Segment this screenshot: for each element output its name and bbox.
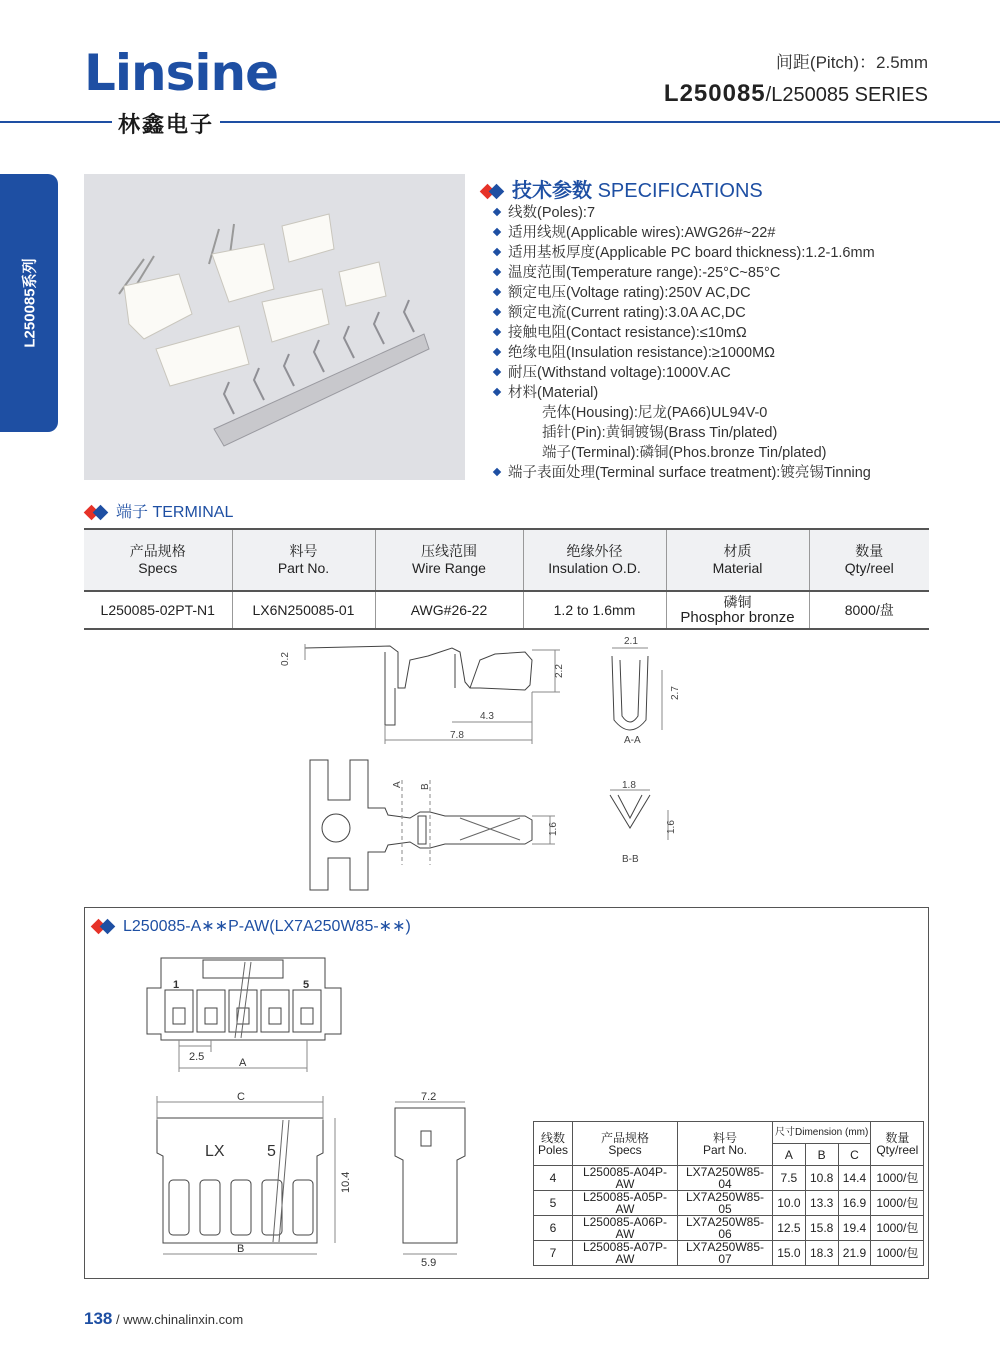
dim-label: 1.6 [666, 820, 677, 834]
spec-material-item: 插针(Pin):黄铜镀锡(Brass Tin/plated) [542, 425, 778, 441]
bullet-icon [493, 388, 501, 396]
dim-label: 2.1 [624, 636, 638, 647]
col-header: 尺寸Dimension (mm) [773, 1122, 871, 1144]
col-header: 绝缘外径 Insulation O.D. [523, 529, 666, 591]
side-tab-label: L250085系列 [21, 258, 39, 348]
section-diamond-icon [91, 920, 117, 934]
page-footer [84, 1309, 243, 1329]
dim-label: 4.3 [480, 711, 494, 722]
terminal-section-title [84, 499, 233, 522]
brand-logo-cn: 林鑫电子 [112, 108, 220, 139]
bullet-icon [493, 228, 501, 236]
spec-item [492, 223, 875, 243]
spec-text: 材料(Material) [508, 385, 599, 401]
spec-text: 额定电压(Voltage rating):250V AC,DC [508, 285, 751, 301]
spec-item [492, 263, 875, 283]
dim-label: B [237, 1243, 245, 1255]
cell-wire: AWG#26-22 [375, 591, 523, 629]
spec-text: 耐压(Withstand voltage):1000V.AC [508, 365, 731, 381]
col-header: 料号 Part No. [678, 1122, 773, 1166]
table-row: 5 L250085-A05P-AW LX7A250W85-05 10.0 13.3 16.9 1000/包 [534, 1191, 924, 1216]
dim-label: 2.7 [670, 686, 681, 700]
dim-label: 10.4 [340, 1171, 352, 1193]
bullet-icon [493, 368, 501, 376]
spec-material-item: 壳体(Housing):尼龙(PA66)UL94V-0 [542, 405, 768, 421]
housing-section-title [91, 916, 411, 936]
col-header: 压线范围 Wire Range [375, 529, 523, 591]
bullet-icon [493, 308, 501, 316]
page-number: 138 [84, 1309, 113, 1328]
spec-text: 接触电阻(Contact resistance):≤10mΩ [508, 325, 747, 341]
dim-label: 1.6 [548, 822, 559, 836]
spec-text: 绝缘电阻(Insulation resistance):≥1000MΩ [508, 345, 776, 361]
table-row: 7 L250085-A07P-AW LX7A250W85-07 15.0 18.3 21.9 1000/包 [534, 1241, 924, 1266]
bullet-icon [493, 208, 501, 216]
bullet-icon [493, 348, 501, 356]
spec-text: 端子表面处理(Terminal surface treatment):镀亮锡Tinning [508, 465, 871, 481]
series-title [664, 80, 928, 108]
housing-dimension-table [533, 1121, 924, 1266]
spec-text: 适用线规(Applicable wires):AWG26#~22# [508, 225, 776, 241]
cell-spec: L250085-02PT-N1 [84, 591, 232, 629]
housing-drawing [125, 948, 525, 1273]
spec-text: 适用基板厚度(Applicable PC board thickness):1.2-1.6mm [508, 245, 875, 261]
spec-text: 温度范围(Temperature range):-25°C~85°C [508, 265, 781, 281]
bullet-icon [493, 328, 501, 336]
housing-mark: LX [205, 1143, 225, 1160]
spec-item [492, 303, 875, 323]
page-header [0, 0, 1000, 148]
cell-part: LX6N250085-01 [232, 591, 375, 629]
housing-title-text: L250085-A∗∗P-AW(LX7A250W85-∗∗) [123, 918, 411, 935]
spec-item [492, 203, 875, 223]
pin-number: 1 [173, 979, 180, 991]
product-photo-illustration [84, 174, 465, 480]
dim-label: 2.2 [554, 664, 565, 678]
col-header: 材质 Material [666, 529, 809, 591]
dim-label: C [237, 1091, 245, 1103]
dim-label: 2.5 [189, 1051, 205, 1063]
specifications-title [480, 174, 763, 203]
spec-item [492, 383, 875, 403]
housing-mark: 5 [267, 1143, 276, 1160]
brand-logo: Linsine [84, 44, 279, 102]
table-row: 4 L250085-A04P-AW LX7A250W85-04 7.5 10.8 14.4 1000/包 [534, 1166, 924, 1191]
spec-text: 线数(Poles):7 [508, 205, 596, 221]
product-photo [84, 174, 465, 480]
spec-item [492, 343, 875, 363]
bullet-icon [493, 288, 501, 296]
spec-material-item: 端子(Terminal):磷铜(Phos.bronze Tin/plated) [542, 445, 827, 461]
table-row: 6 L250085-A06P-AW LX7A250W85-06 12.5 15.8 19.4 1000/包 [534, 1216, 924, 1241]
col-header: 产品规格 Specs [573, 1122, 678, 1166]
col-header: B [805, 1144, 838, 1166]
pin-number: 5 [303, 979, 310, 991]
dim-label: 7.8 [450, 730, 464, 741]
spec-item [492, 363, 875, 383]
footer-url[interactable]: / www.chinalinxin.com [116, 1312, 244, 1327]
table-header-row [84, 529, 929, 591]
col-header: 线数 Poles [534, 1122, 573, 1166]
spec-item [492, 283, 875, 303]
side-series-tab [0, 174, 58, 432]
col-header: A [773, 1144, 806, 1166]
spec-text: 额定电流(Current rating):3.0A AC,DC [508, 305, 746, 321]
cell-qty: 8000/盘 [809, 591, 929, 629]
terminal-title-text: 端子 TERMINAL [116, 504, 234, 521]
cut-label: A [392, 781, 403, 788]
cell-material: 磷铜 Phosphor bronze [666, 591, 809, 629]
pitch-label: 间距(Pitch)：2.5mm [775, 53, 928, 72]
dim-label: 1.8 [622, 780, 636, 791]
spec-item [492, 463, 875, 483]
col-header: 数量 Qty/reel [809, 529, 929, 591]
spec-item [492, 243, 875, 263]
cut-label: B [420, 783, 431, 790]
col-header: 产品规格 Specs [84, 529, 232, 591]
bullet-icon [493, 468, 501, 476]
section-label: B-B [622, 854, 639, 865]
bullet-icon [493, 268, 501, 276]
section-diamond-icon [480, 185, 506, 199]
dim-label: 7.2 [421, 1091, 437, 1103]
dim-label: 5.9 [421, 1257, 437, 1269]
col-header: C [838, 1144, 871, 1166]
section-diamond-icon [84, 506, 110, 520]
table-row [84, 591, 929, 629]
cell-od: 1.2 to 1.6mm [523, 591, 666, 629]
series-code: L250085 [663, 80, 766, 107]
specifications-list [492, 203, 875, 483]
spec-item [492, 323, 875, 343]
spec-title-en: SPECIFICATIONS [597, 180, 763, 202]
dim-label: 0.2 [280, 652, 291, 666]
spec-title-cn: 技术参数 [512, 180, 592, 202]
bullet-icon [493, 248, 501, 256]
table-header-row [534, 1122, 924, 1144]
terminal-drawing [270, 630, 710, 895]
terminal-table [84, 528, 929, 630]
series-rest: /L250085 SERIES [765, 84, 928, 106]
dim-label: A [239, 1057, 247, 1069]
section-label: A-A [624, 735, 641, 746]
col-header: 数量 Qty/reel [871, 1122, 924, 1166]
col-header: 料号 Part No. [232, 529, 375, 591]
